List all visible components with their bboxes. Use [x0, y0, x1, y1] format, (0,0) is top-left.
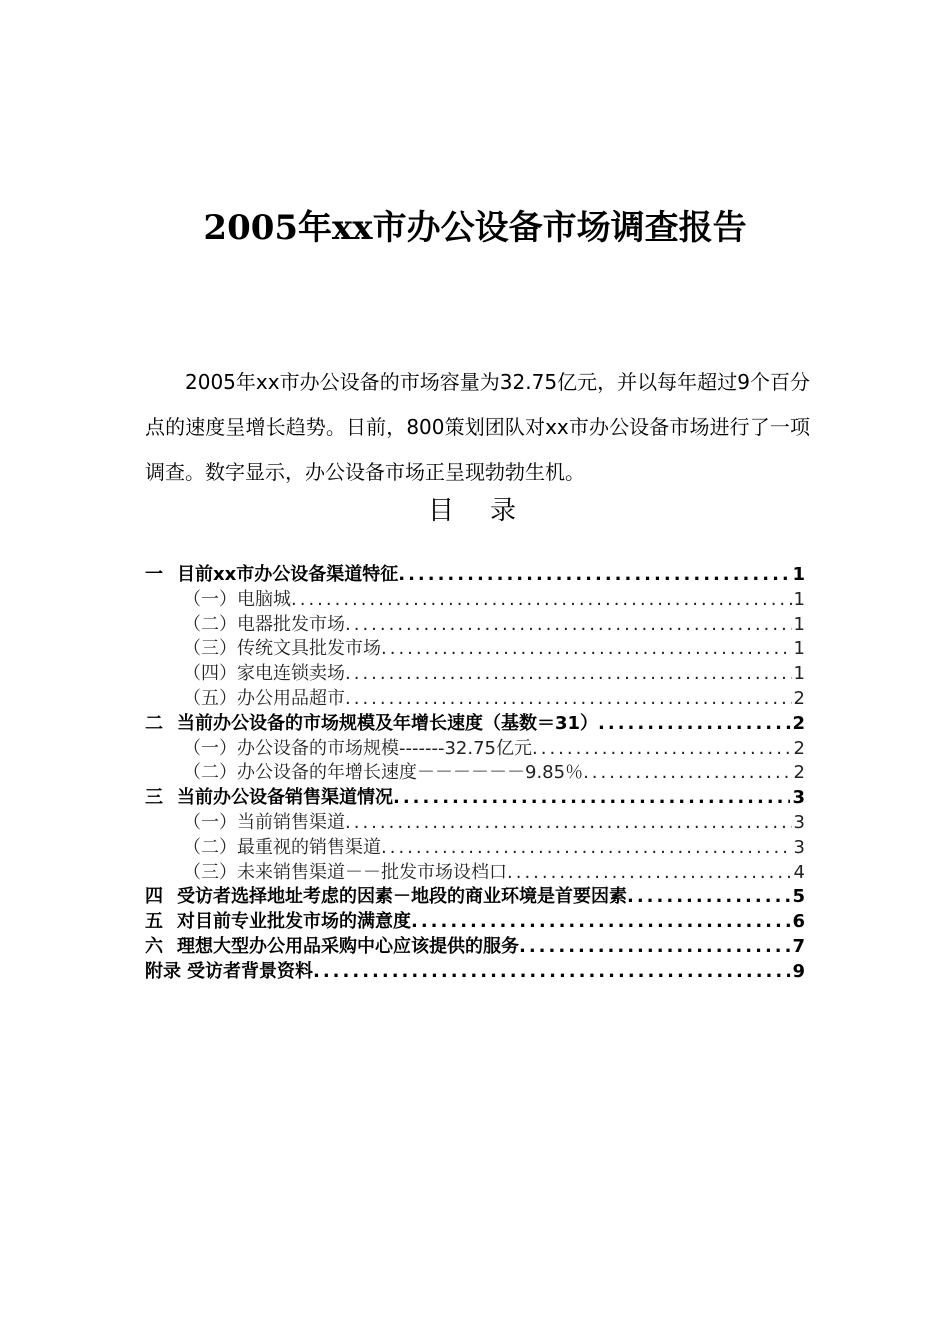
toc-leader: [411, 911, 790, 932]
toc-entry-page: 1: [793, 663, 805, 684]
toc-heading-right: 录: [490, 496, 523, 526]
toc-leader: [507, 862, 792, 883]
toc-entry[interactable]: [145, 634, 805, 659]
toc-entry-label: （一）电脑城: [183, 588, 291, 610]
toc-leader: [627, 886, 790, 907]
toc-entry[interactable]: [145, 734, 805, 759]
toc-entry-page: 2: [792, 712, 805, 734]
toc-entry-number: 三: [145, 787, 163, 808]
toc-entry-label: 当前办公设备的市场规模及年增长速度（基数＝31）: [177, 712, 599, 734]
toc-entry[interactable]: [145, 932, 805, 957]
toc-entry-page: 1: [793, 588, 805, 610]
toc-entry-page: 6: [792, 911, 805, 932]
toc-entry[interactable]: [145, 610, 805, 635]
toc-entry-page: 2: [793, 737, 805, 759]
toc-entry[interactable]: [145, 808, 805, 833]
toc-leader: [345, 812, 792, 833]
toc-entry-label: 对目前专业批发市场的满意度: [177, 911, 411, 932]
toc-heading: [0, 490, 950, 527]
toc-entry-number: 二: [145, 712, 163, 734]
toc-leader: [381, 837, 792, 858]
toc-leader: [381, 638, 792, 659]
toc-entry-page: 1: [792, 564, 805, 585]
toc-entry-label: （三）传统文具批发市场: [183, 638, 381, 660]
toc-entry-number: 附录: [145, 960, 181, 982]
toc-entry-page: 3: [793, 836, 805, 858]
toc-entry[interactable]: [145, 882, 805, 907]
toc-entry[interactable]: [145, 907, 805, 932]
toc-entry-label: 当前办公设备销售渠道情况: [177, 787, 393, 808]
toc-entry-page: 3: [793, 811, 805, 833]
toc-leader: [345, 614, 792, 635]
toc-entry[interactable]: [145, 659, 805, 684]
toc-entry[interactable]: [145, 783, 805, 808]
toc-leader: [532, 738, 792, 759]
toc-entry-label: （一）办公设备的市场规模-------32.75亿元: [183, 737, 532, 759]
toc-entry-page: 5: [792, 886, 805, 908]
toc-entry-page: 7: [792, 935, 805, 957]
toc-entry[interactable]: [145, 560, 805, 585]
toc-leader: [519, 936, 790, 957]
toc-entry-label: （三）未来销售渠道－－批发市场设档口: [183, 861, 507, 883]
toc-heading-left: 目: [427, 496, 460, 526]
toc-entry-label: （五）办公用品超市: [183, 687, 345, 709]
toc-entry-number: 一: [145, 564, 163, 585]
toc-entry-page: 3: [792, 787, 805, 808]
toc-entry-page: 9: [792, 960, 805, 982]
toc-leader: [291, 589, 792, 610]
toc-entry[interactable]: [145, 684, 805, 709]
toc-entry-label: （四）家电连锁卖场: [183, 663, 345, 684]
toc-leader: [583, 762, 791, 783]
toc-entry[interactable]: [145, 833, 805, 858]
toc-entry-label: 理想大型办公用品采购中心应该提供的服务: [177, 935, 519, 957]
toc-entry-number: 四: [145, 886, 163, 908]
document-title: 2005年xx市办公设备市场调查报告: [203, 208, 747, 248]
toc-entry-label: 目前xx市办公设备渠道特征: [177, 564, 399, 585]
toc-leader: [345, 688, 792, 709]
toc-leader: [313, 961, 790, 982]
toc-entry[interactable]: [145, 858, 805, 883]
toc-entry-label: （一）当前销售渠道: [183, 811, 345, 833]
toc-entry-page: 1: [793, 638, 805, 660]
toc-entry[interactable]: [145, 585, 805, 610]
toc-entry-number: 六: [145, 935, 163, 957]
toc-leader: [345, 663, 792, 684]
toc-entry[interactable]: [145, 957, 805, 982]
toc-leader: [598, 713, 790, 734]
toc-entry-label: （二）电器批发市场: [183, 613, 345, 635]
toc-entry[interactable]: [145, 758, 805, 783]
toc-entry-label: （二）最重视的销售渠道: [183, 836, 381, 858]
toc-entry-page: 2: [793, 762, 805, 784]
toc-entry[interactable]: [145, 709, 805, 734]
toc-entry-number: 五: [145, 911, 163, 932]
toc-entry-page: 4: [793, 861, 805, 883]
toc-entry-page: 1: [793, 613, 805, 635]
toc-leader: [393, 787, 790, 808]
toc-leader: [398, 564, 790, 585]
intro-paragraph: 2005年xx市办公设备的市场容量为32.75亿元，并以每年超过9个百分点的速度呈增长趋势。日前，800策划团队对xx市办公设备市场进行了一项调查。数字显示，办公设备市场正呈现勃勃生机。: [145, 370, 810, 484]
toc-entry-label: 受访者背景资料: [187, 960, 313, 982]
toc-entry-label: 受访者选择地址考虑的因素－地段的商业环境是首要因素: [177, 886, 627, 908]
toc-entry-page: 2: [793, 687, 805, 709]
toc-entry-label: （二）办公设备的年增长速度－－－－－－9.85％: [183, 762, 584, 784]
table-of-contents: [145, 560, 805, 982]
